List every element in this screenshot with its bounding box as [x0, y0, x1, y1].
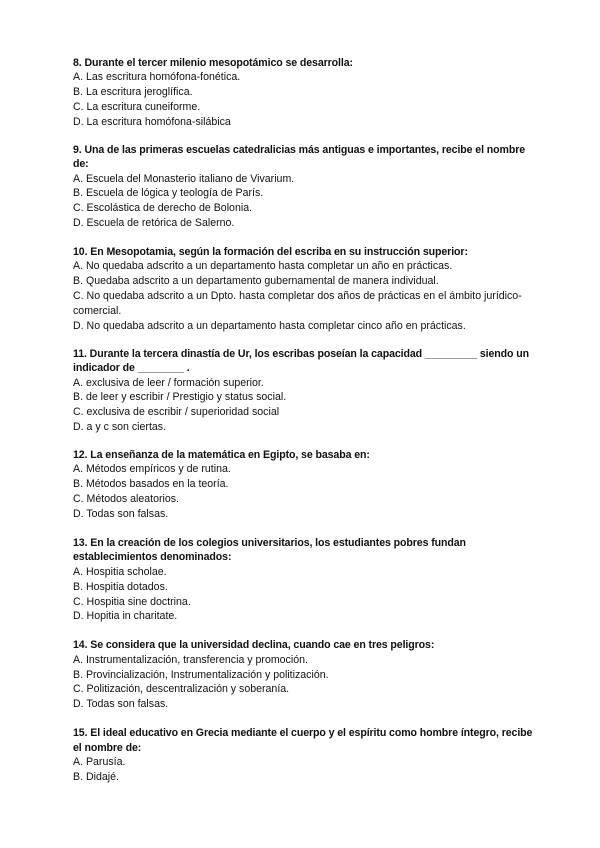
question-9	[73, 143, 543, 231]
question-title: 13. En la creación de los colegios universitarios, los estudiantes pobres fundan establecimientos denominados:	[73, 537, 466, 564]
option-b: B. Didajé.	[73, 770, 119, 783]
option-d: D. Todas son falsas.	[73, 698, 169, 711]
option-b: B. Provincialización, Instrumentalización y politización.	[73, 668, 329, 681]
question-title: 9. Una de las primeras escuelas catedralicias más antiguas e importantes, recibe el nombre de:	[73, 143, 526, 171]
option-c: C. Escolástica de derecho de Bolonia.	[73, 202, 253, 215]
exam-page	[73, 56, 543, 799]
option-c: C. Métodos aleatorios.	[73, 493, 179, 506]
option-b: B. Escuela de lógica y teología de París.	[73, 187, 264, 200]
option-d: D. No quedaba adscrito a un departamento hasta completar cinco año en prácticas.	[73, 320, 466, 333]
question-15	[73, 726, 543, 784]
option-d: D. Hopitia in charitate.	[73, 610, 178, 623]
option-b: B. Quedaba adscrito a un departamento gubernamental de manera individual.	[73, 275, 439, 288]
question-10	[73, 245, 543, 334]
option-c: C. La escritura cuneiforme.	[73, 101, 201, 114]
question-8	[73, 56, 543, 130]
option-a: A. Hospitia scholae.	[73, 565, 167, 578]
question-13	[73, 536, 543, 624]
option-a: A. Escuela del Monasterio italiano de Vivarium.	[73, 172, 295, 185]
question-title: 12. La enseñanza de la matemática en Egipto, se basaba en:	[73, 449, 370, 462]
option-c: C. Hospitia sine doctrina.	[73, 595, 191, 608]
option-a: A. Parusía.	[73, 755, 126, 768]
option-a: A. exclusiva de leer / formación superior.	[73, 376, 264, 389]
option-a: A. Las escritura homófona-fonética.	[73, 71, 241, 84]
option-a: A. Instrumentalización, transferencia y promoción.	[73, 653, 308, 666]
option-d: D. La escritura homófona-silábica	[73, 116, 231, 129]
option-c: C. Politización, descentralización y soberanía.	[73, 683, 290, 696]
option-a: A. Métodos empíricos y de rutina.	[73, 463, 231, 476]
question-title: 15. El ideal educativo en Grecia mediante el cuerpo y el espíritu como hombre íntegro, recibe el nombre de:	[73, 727, 533, 754]
option-b: B. La escritura jeroglífica.	[73, 86, 193, 99]
question-title: 11. Durante la tercera dinastía de Ur, los escribas poseían la capacidad _________ siendo un indicador de ________ .	[73, 347, 529, 375]
option-b: B. Métodos basados en la teoría.	[73, 478, 229, 491]
question-title: 10. En Mesopotamia, según la formación del escriba en su instrucción superior:	[73, 246, 468, 259]
option-d: D. Escuela de retórica de Salerno.	[73, 217, 235, 230]
question-14	[73, 638, 543, 712]
option-d: D. a y c son ciertas.	[73, 421, 167, 434]
option-d: D. Todas son falsas.	[73, 508, 169, 521]
question-12	[73, 448, 543, 522]
question-title: 14. Se considera que la universidad declina, cuando cae en tres peligros:	[73, 639, 435, 652]
option-b: B. Hospitia dotados.	[73, 580, 168, 593]
question-title: 8. Durante el tercer milenio mesopotámico se desarrolla:	[73, 57, 353, 69]
option-b: B. de leer y escribir / Prestigio y status social.	[73, 391, 287, 404]
option-a: A. No quedaba adscrito a un departamento hasta completar un año en prácticas.	[73, 260, 453, 273]
question-11	[73, 347, 543, 435]
option-c: C. No quedaba adscrito a un Dpto. hasta completar dos años de prácticas en el ámbito jurídico-comercial.	[73, 290, 522, 318]
option-c: C. exclusiva de escribir / superioridad social	[73, 406, 280, 419]
